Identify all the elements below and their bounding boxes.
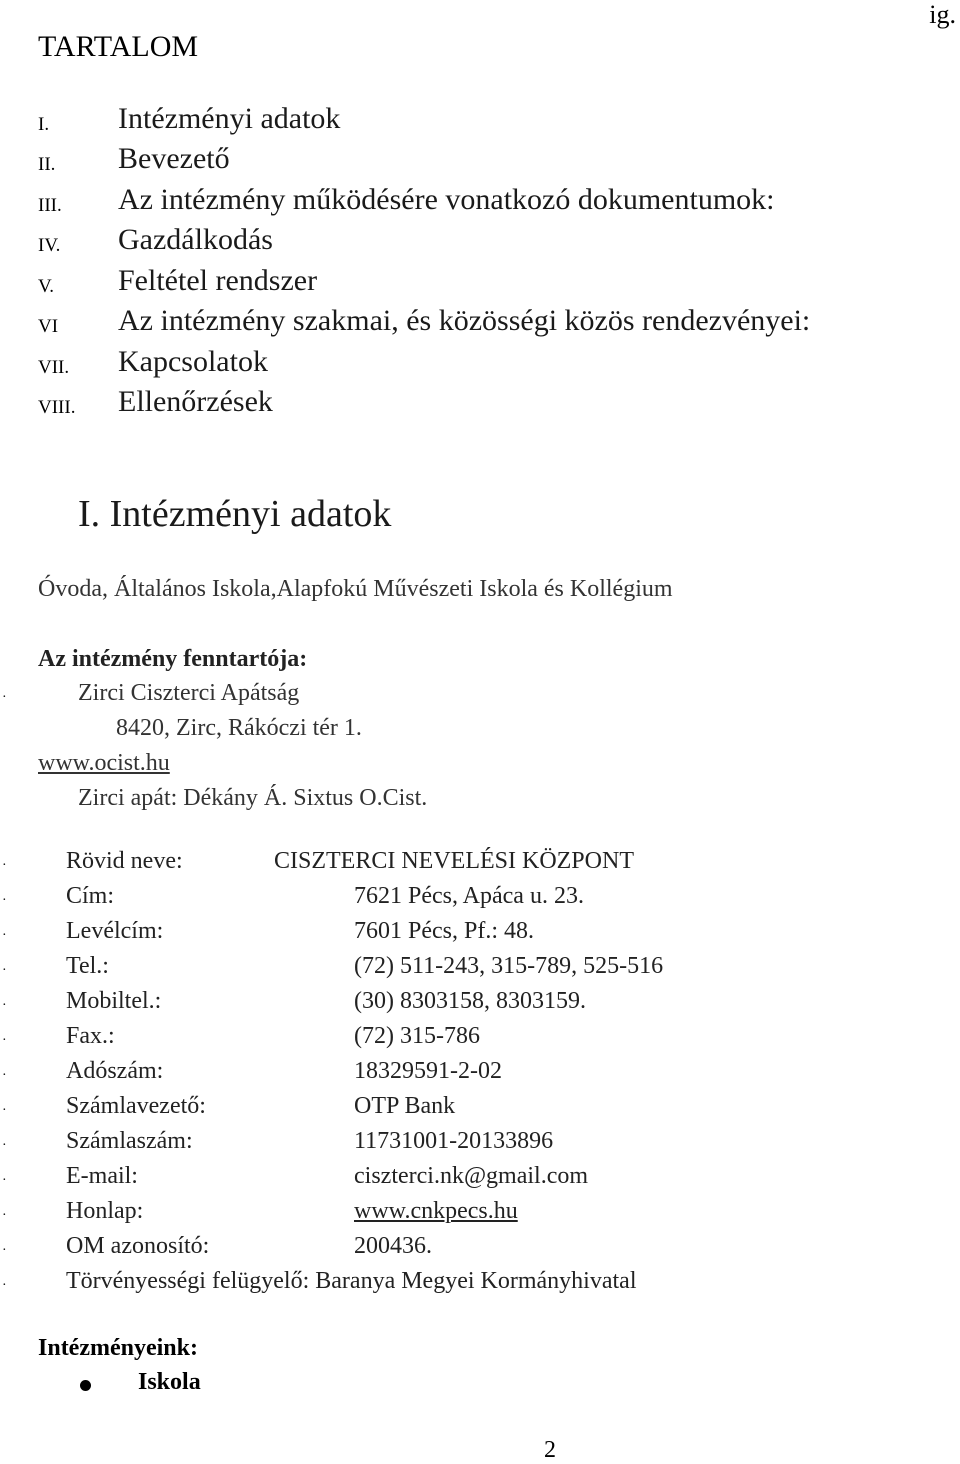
info-row [0,1233,960,1267]
info-label: Számlavezető: [66,1093,206,1119]
info-label: Számlaszám: [66,1128,193,1154]
toc-item-label: Az intézmény működésére vonatkozó dokumentumok: [118,183,775,216]
info-label: Fax.: [66,1023,115,1049]
info-label: Cím: [66,883,115,909]
homepage-link[interactable]: www.cnkpecs.hu [354,1198,518,1224]
section-heading: I. Intézményi adatok [78,493,392,535]
bullet-dot: · [2,893,7,908]
info-label: E-mail: [66,1163,138,1189]
info-value: (72) 511-243, 315-789, 525-516 [354,953,664,979]
info-value: 11731001-20133896 [354,1128,554,1154]
toc-item [0,345,960,385]
bullet-dot: · [2,1243,7,1258]
maintainer-name: Zirci Ciszterci Apátság [78,680,300,706]
toc-item [0,183,960,223]
info-row [0,848,960,882]
info-label: Rövid neve: [66,848,183,874]
info-row [0,1268,960,1302]
info-label: Levélcím: [66,918,164,944]
info-value: 7601 Pécs, Pf.: 48. [354,918,534,944]
institutions-label: Intézményeink: [38,1335,198,1361]
toc-item-number: VIII. [38,397,76,418]
bullet-dot: · [2,963,7,978]
maintainer-website-link[interactable]: www.ocist.hu [38,750,170,776]
info-value: 7621 Pécs, Apáca u. 23. [354,883,584,909]
maintainer-label: Az intézmény fenntartója: [38,646,308,672]
info-label: OM azonosító: [66,1233,210,1259]
toc-item-number: III. [38,195,62,216]
toc-item [0,304,960,344]
bullet-dot: · [2,858,7,873]
info-value: 200436. [354,1233,432,1259]
supervisor-line: Törvényességi felügyelő: Baranya Megyei Kormányhivatal [66,1268,637,1294]
info-label: Adószám: [66,1058,164,1084]
bullet-dot: · [2,1068,7,1083]
toc-item-number: I. [38,114,50,135]
toc-item-label: Feltétel rendszer [118,264,318,297]
toc-item-label: Gazdálkodás [118,223,273,256]
toc-item-label: Az intézmény szakmai, és közösségi közös rendezvényei: [118,304,811,337]
toc-item-label: Ellenőrzések [118,385,273,418]
institution-item: Iskola [138,1369,201,1395]
info-value: (30) 8303158, 8303159. [354,988,586,1014]
toc-item [0,264,960,304]
info-row [0,1163,960,1197]
email-value: ciszterci.nk@gmail.com [354,1163,589,1189]
toc-title: TARTALOM [38,30,199,63]
bullet-dot: · [2,1208,7,1223]
bullet-dot: · [2,1103,7,1118]
toc-item-number: IV. [38,235,61,256]
toc-item-number: VI [38,316,59,337]
info-value: CISZTERCI NEVELÉSI KÖZPONT [274,848,634,874]
info-row [0,918,960,952]
bullet-dot [80,1380,91,1391]
bullet-dot: · [2,998,7,1013]
abbot-line: Zirci apát: Dékány Á. Sixtus O.Cist. [78,785,428,811]
bullet-dot: · [2,690,7,705]
maintainer-address: 8420, Zirc, Rákóczi tér 1. [116,715,362,741]
toc-item-label: Kapcsolatok [118,345,268,378]
info-label: Tel.: [66,953,109,979]
bullet-dot: · [2,928,7,943]
toc-item-label: Intézményi adatok [118,102,341,135]
toc-item-number: VII. [38,357,70,378]
toc-item-label: Bevezető [118,142,230,175]
info-row [0,988,960,1022]
info-value: 18329591-2-02 [354,1058,502,1084]
info-value: (72) 315-786 [354,1023,480,1049]
info-value: OTP Bank [354,1093,456,1119]
page-number: 2 [544,1437,556,1463]
info-row [0,883,960,917]
info-row [0,1058,960,1092]
corner-text: ig. [929,0,956,29]
info-row [0,1198,960,1232]
info-label: Honlap: [66,1198,144,1224]
info-row [0,1128,960,1162]
info-row [0,1093,960,1127]
toc-item-number: II. [38,154,56,175]
toc-item [0,223,960,263]
info-label: Mobiltel.: [66,988,162,1014]
toc-item [0,142,960,182]
info-row [0,1023,960,1057]
toc-item [0,102,960,142]
bullet-dot: · [2,1173,7,1188]
toc-item-number: V. [38,276,55,297]
institution-name: Óvoda, Általános Iskola,Alapfokú Művészeti Iskola és Kollégium [38,576,673,602]
bullet-dot: · [2,1278,7,1293]
bullet-dot: · [2,1138,7,1153]
toc-item [0,385,960,425]
bullet-dot: · [2,1033,7,1048]
info-row [0,953,960,987]
